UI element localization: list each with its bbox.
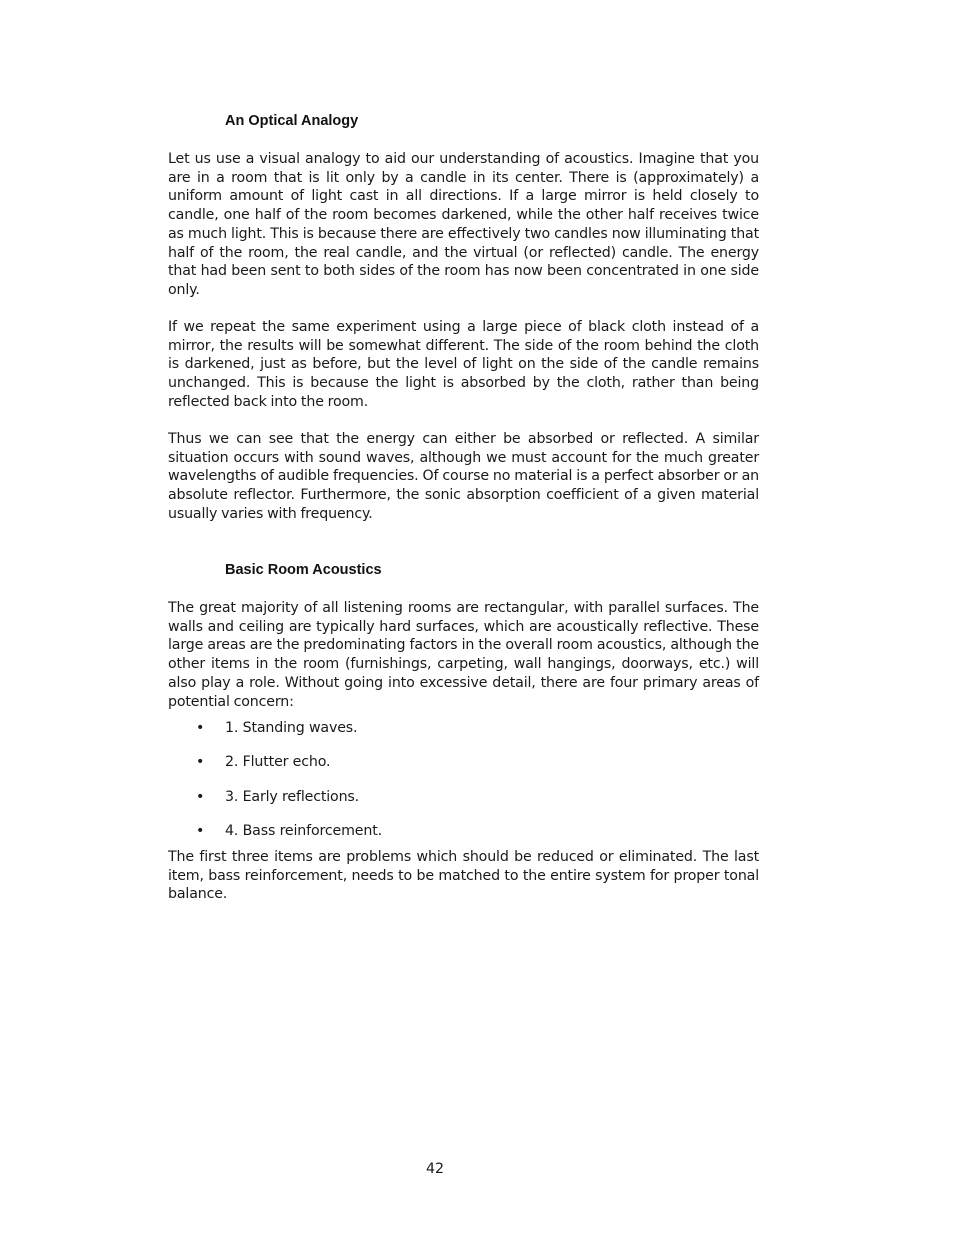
section-heading-optical-analogy: An Optical Analogy xyxy=(225,113,359,129)
list-item-text: 1. Standing waves. xyxy=(225,720,358,736)
list-item-text: 4. Bass reinforcement. xyxy=(225,822,382,839)
paragraph-room-acoustics-intro: The great majority of all listening rooms are rectangular, with parallel surfaces. The walls and ceiling are typically hard surfaces, which are acoustically reflective. These large areas are the predominating factors in the overall room acoustics, although the other items in the room (furnishings, carpeting, wall hangings, doorways, etc.) will also play a role. Without going into excessive detail, there are four primary areas of potential concern: xyxy=(168,600,759,710)
concern-list xyxy=(168,719,759,856)
section-heading-basic-room-acoustics: Basic Room Acoustics xyxy=(225,562,382,578)
list-item-text: 3. Early reflections. xyxy=(225,788,360,805)
paragraph-optical-analogy-2: If we repeat the same experiment using a large piece of black cloth instead of a mirror, the results will be somewhat different. The side of the room behind the cloth is darkened, just as before, but the level of light on the side of the candle remains unchanged. This is because the light is absorbed by the cloth, rather than being reflected back into the room. xyxy=(168,319,759,410)
bullet-icon: • xyxy=(196,720,205,736)
list-item xyxy=(168,753,759,787)
bullet-icon: • xyxy=(196,822,205,839)
bullet-icon: • xyxy=(196,788,205,805)
list-item xyxy=(168,719,759,753)
paragraph-optical-analogy-1: Let us use a visual analogy to aid our understanding of acoustics. Imagine that you are in a room that is lit only by a candle in its center. There is (approximately) a uniform amount of light cast in all directions. If a large mirror is held closely to candle, one half of the room becomes darkened, while the other half receives twice as much light. This is because there are effectively two candles now illuminating that half of the room, the real candle, and the virtual (or reflected) candle. The energy that had been sent to both sides of the room has now been concentrated in one side only. xyxy=(168,151,759,298)
page-number: 42 xyxy=(425,1161,445,1177)
bullet-icon: • xyxy=(196,754,205,771)
list-item xyxy=(168,788,759,822)
paragraph-optical-analogy-3: Thus we can see that the energy can either be absorbed or reflected. A similar situation occurs with sound waves, although we must account for the much greater wavelengths of audible frequencies. Of course no material is a perfect absorber or an absolute reflector. Furthermore, the sonic absorption coefficient of a given material usually varies with frequency. xyxy=(168,431,759,522)
paragraph-room-acoustics-conclusion: The first three items are problems which should be reduced or eliminated. The last item, bass reinforcement, needs to be matched to the entire system for proper tonal balance. xyxy=(168,849,759,903)
list-item-text: 2. Flutter echo. xyxy=(225,754,331,771)
